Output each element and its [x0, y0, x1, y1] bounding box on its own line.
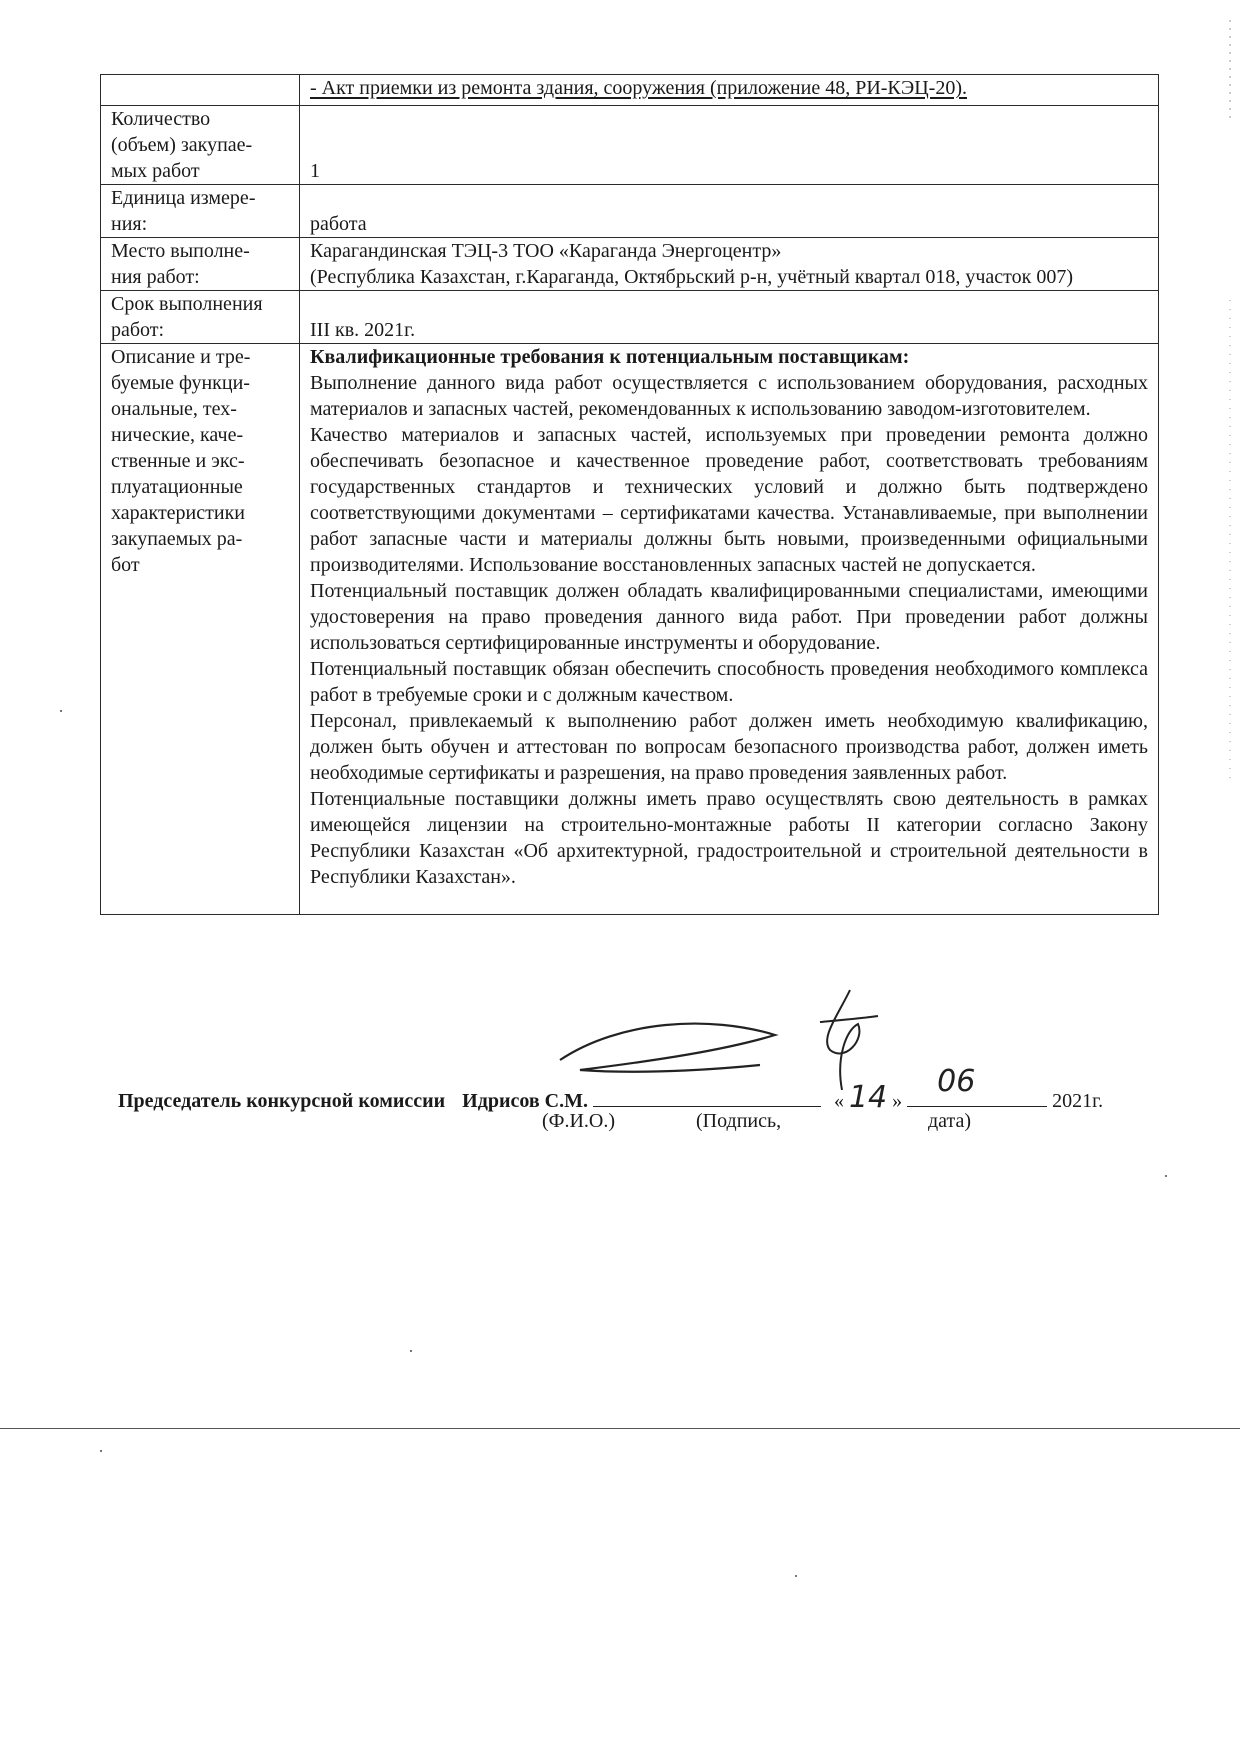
quote-close: » [892, 1090, 903, 1112]
table-row-location [101, 238, 1159, 291]
unit-label-line: ния: [111, 213, 148, 235]
date-year: 2021г. [1052, 1090, 1104, 1112]
description-label-line: характеристики [111, 502, 246, 524]
location-value-cell [300, 238, 1159, 291]
quantity-label-cell [101, 106, 300, 185]
caption-date: дата) [928, 1110, 972, 1132]
scan-speck [410, 1350, 412, 1352]
description-paragraph: Персонал, привлекаемый к выполнению работ должен иметь необходимую квалификацию, должен быть обучен и аттестован по вопросам безопасного производства работ, должен иметь необходимые сертификаты и разрешения, на право проведения заявленных работ. [310, 710, 1148, 784]
description-label-line: плуатационные [111, 476, 243, 498]
act-text: - Акт приемки из ремонта здания, сооружения (приложение 48, РИ-КЭЦ-20). [310, 77, 967, 99]
specification-table [100, 74, 1159, 915]
page-divider [0, 1428, 1240, 1429]
location-label-line: ния работ: [111, 266, 200, 288]
date-day: 14 [848, 1080, 888, 1115]
description-label-line: Описание и тре- [111, 346, 251, 368]
table-row-term [101, 291, 1159, 344]
act-value-cell [300, 75, 1159, 106]
description-label-cell [101, 344, 300, 915]
unit-label-cell [101, 185, 300, 238]
quote-open: « [833, 1090, 844, 1112]
scan-edge-marks [1228, 0, 1232, 800]
description-label-line: бот [111, 554, 140, 576]
date-month-line [907, 1064, 1047, 1107]
description-paragraph: Потенциальные поставщики должны иметь право осуществлять свою деятельность в рамках имеющейся лицензии на строительно-монтажные работы II категории согласно Закону Республики Казахстан «Об архитектурной, градостроительной и строительной деятельности в Республики Казахстан». [310, 788, 1148, 888]
description-paragraph: Потенциальный поставщик обязан обеспечить способность проведения необходимого комплекса работ в требуемые сроки и с должным качеством. [310, 658, 1148, 706]
location-label-line: Место выполне- [111, 240, 250, 262]
location-line-1: Карагандинская ТЭЦ-3 ТОО «Караганда Энергоцентр» [310, 240, 782, 262]
description-paragraph: Потенциальный поставщик должен обладать квалифицированными специалистами, имеющими удостоверения на право проведения данного вида работ. При проведении работ должны использоваться сертифицированные инструменты и оборудование. [310, 580, 1148, 654]
quantity-label-line: (объем) закупае- [111, 134, 253, 156]
quantity-value-cell [300, 106, 1159, 185]
quantity-label-line: мых работ [111, 160, 200, 182]
table-row-quantity [101, 106, 1159, 185]
term-label-line: Срок выполнения [111, 293, 263, 315]
table-row-act [101, 75, 1159, 106]
chairman-name: Идрисов С.М. [462, 1090, 588, 1112]
quantity-label-line: Количество [111, 108, 211, 130]
description-label-line: ственные и экс- [111, 450, 245, 472]
description-paragraph: Качество материалов и запасных частей, используемых при проведении ремонта должно обеспечивать безопасное и качественное проведение работ, соответствовать требованиям государственных стандартов и технических условий и должно быть подтверждено соответствующими документами – сертификатами качества. Устанавливаемые, при выполнении работ запасные части и материалы должны быть новыми, произведенными официальными производителями. Использование восстановленных запасных частей не допускается. [310, 424, 1148, 576]
caption-fio: (Ф.И.О.) [542, 1110, 616, 1132]
description-paragraph: Выполнение данного вида работ осуществляется с использованием оборудования, расходных материалов и запасных частей, рекомендованных к использованию заводом-изготовителем. [310, 372, 1148, 420]
description-label-line: закупаемых ра- [111, 528, 243, 550]
description-label-line: буемые функци- [111, 372, 250, 394]
quantity-value: 1 [310, 160, 320, 182]
unit-value-cell [300, 185, 1159, 238]
unit-label-line: Единица измере- [111, 187, 256, 209]
qualification-heading: Квалификационные требования к потенциальным поставщикам: [310, 346, 910, 368]
description-value-cell [300, 344, 1159, 915]
table-row-unit [101, 185, 1159, 238]
description-label-line: ональные, тех- [111, 398, 237, 420]
term-label-cell [101, 291, 300, 344]
scan-speck [795, 1575, 797, 1577]
scan-speck [1165, 1175, 1167, 1177]
signature-field-line [593, 1086, 821, 1107]
table-row-description [101, 344, 1159, 915]
empty-label-cell [101, 75, 300, 106]
scan-speck [60, 710, 62, 712]
date-month: 06 [937, 1064, 976, 1099]
caption-sign: (Подпись, [696, 1110, 782, 1132]
chairman-title: Председатель конкурсной комиссии [118, 1090, 446, 1112]
location-label-cell [101, 238, 300, 291]
term-label-line: работ: [111, 319, 165, 341]
term-value: III кв. 2021г. [310, 319, 416, 341]
unit-value: работа [310, 213, 367, 235]
description-label-line: нические, каче- [111, 424, 244, 446]
signature-block [118, 1064, 1158, 1170]
term-value-cell [300, 291, 1159, 344]
location-line-2: (Республика Казахстан, г.Караганда, Октябрьский р-н, учётный квартал 018, участок 007) [310, 266, 1074, 288]
scan-speck [100, 1450, 102, 1452]
